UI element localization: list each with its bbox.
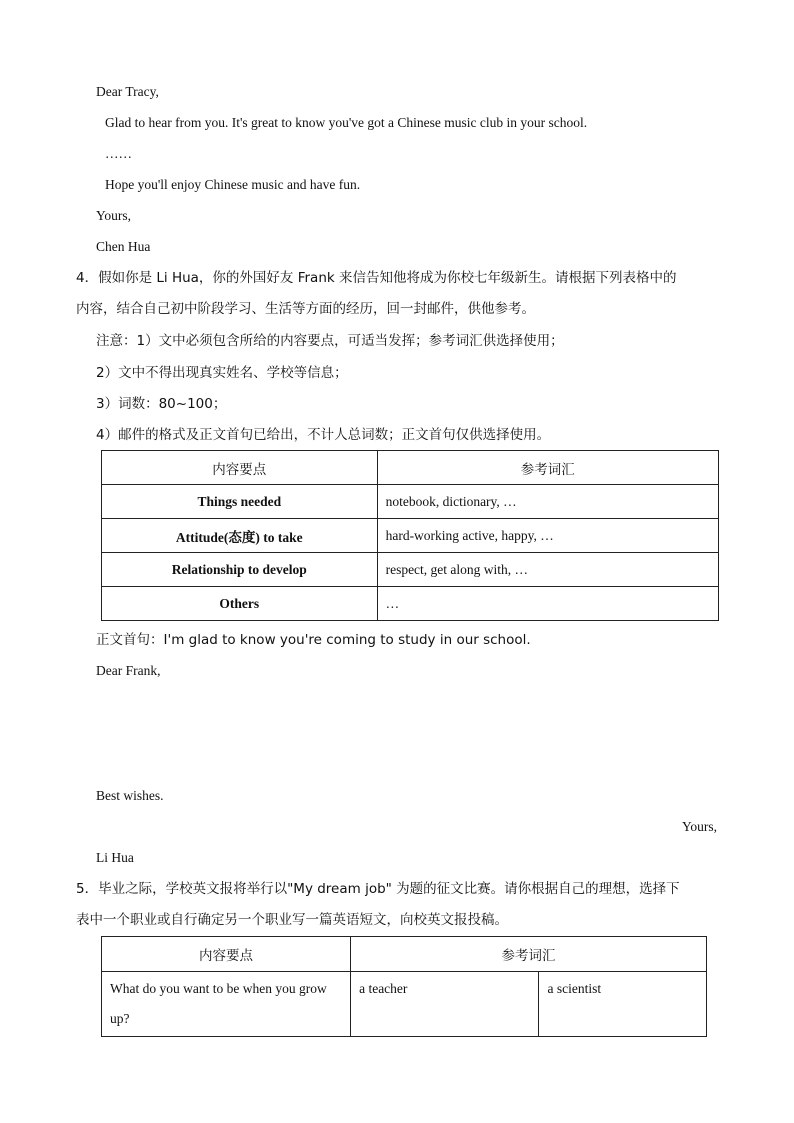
content-points-table: [101, 450, 719, 621]
note-line: 3）词数：80~100；: [96, 396, 227, 412]
first-sentence: 正文首句：I'm glad to know you're coming to study in our school.: [96, 632, 531, 648]
table-header-cell: 参考词汇: [351, 937, 707, 972]
table-header-cell: 内容要点: [102, 451, 378, 485]
letter-line: Hope you'll enjoy Chinese music and have fun.: [105, 177, 361, 192]
question-5-prompt-cont: 表中一个职业或自行确定另一个职业写一篇英语短文，向校英文报投稿。: [76, 912, 508, 928]
table-cell: Attitude(态度) to take: [102, 519, 378, 553]
letter-closing: Yours,: [681, 819, 717, 834]
letter-closing: Yours,: [96, 208, 132, 223]
table-cell: a scientist: [539, 972, 707, 1037]
question-5-prompt: 5．毕业之际，学校英文报将举行以"My dream job" 为题的征文比赛。请你根据自己的理想，选择下: [76, 881, 680, 897]
letter-line: Glad to hear from you. It's great to know you've got a Chinese music club in your school.: [105, 115, 588, 130]
note-line: 注意：1）文中必须包含所给的内容要点，可适当发挥；参考词汇供选择使用；: [96, 333, 564, 349]
letter-salutation: Dear Frank,: [96, 663, 161, 678]
table-row: [102, 553, 719, 587]
question-4-prompt: 4．假如你是 Li Hua，你的外国好友 Frank 来信告知他将成为你校七年级新生。请根据下列表格中的: [76, 270, 677, 286]
table-cell: Others: [102, 587, 378, 621]
table-row: [102, 587, 719, 621]
table-cell: a teacher: [351, 972, 539, 1037]
table-row: [102, 519, 719, 553]
table-header-cell: 参考词汇: [377, 451, 718, 485]
table-cell: What do you want to be when you grow up?: [102, 972, 351, 1037]
question-4-prompt-cont: 内容，结合自己初中阶段学习、生活等方面的经历，回一封邮件，供他参考。: [76, 301, 535, 317]
letter-signature: Li Hua: [96, 850, 134, 865]
table-cell: hard-working active, happy, …: [377, 519, 718, 553]
table-row: [102, 972, 707, 1037]
table-cell: …: [377, 587, 718, 621]
dream-job-table: [101, 936, 707, 1037]
note-line: 2）文中不得出现真实姓名、学校等信息；: [96, 365, 348, 381]
table-cell: Things needed: [102, 485, 378, 519]
table-cell: notebook, dictionary, …: [377, 485, 718, 519]
table-cell: Relationship to develop: [102, 553, 378, 587]
note-line: 4）邮件的格式及正文首句已给出，不计人总词数；正文首句仅供选择使用。: [96, 427, 551, 443]
table-header-cell: 内容要点: [102, 937, 351, 972]
table-cell: respect, get along with, …: [377, 553, 718, 587]
letter-salutation: Dear Tracy,: [96, 84, 159, 99]
table-row: [102, 485, 719, 519]
letter-signature: Chen Hua: [96, 239, 151, 254]
letter-best-wishes: Best wishes.: [96, 788, 164, 803]
letter-ellipsis: ……: [105, 146, 132, 161]
table-header-row: [102, 937, 707, 972]
table-header-row: [102, 451, 719, 485]
